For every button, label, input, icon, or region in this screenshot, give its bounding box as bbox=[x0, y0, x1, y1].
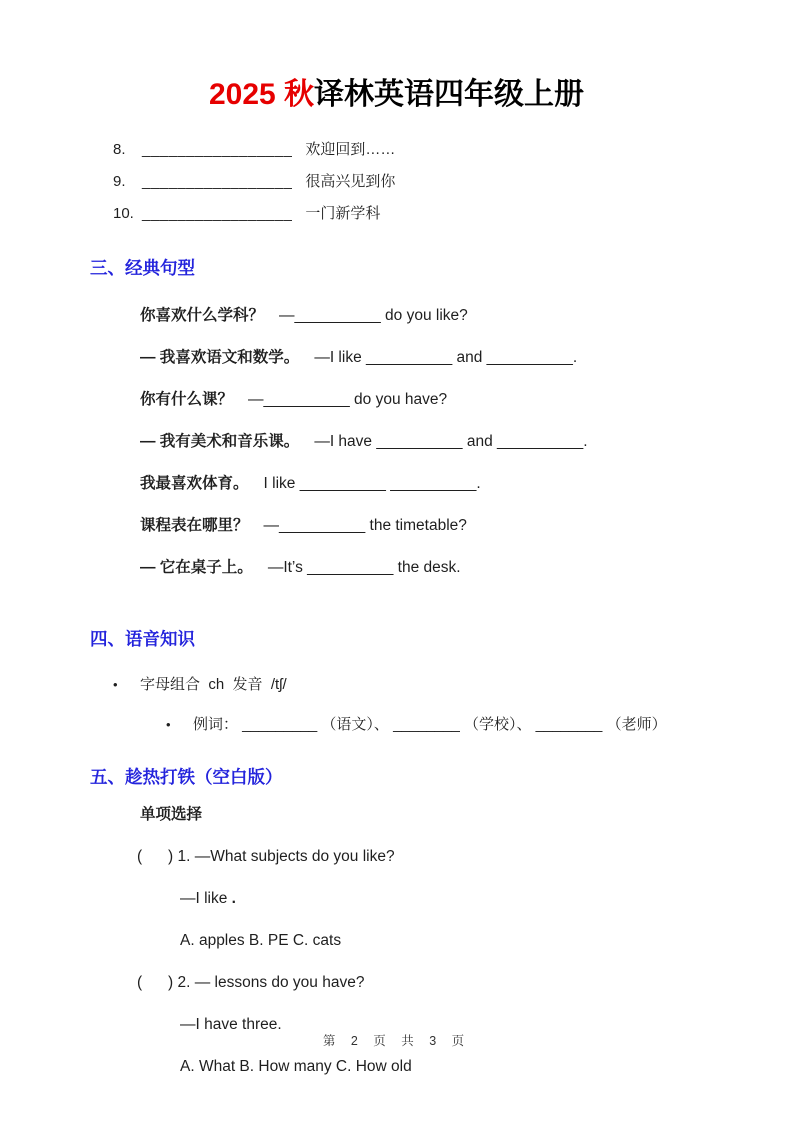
section-heading-phonics: 四、语音知识 bbox=[90, 628, 195, 649]
section-heading-sentence-patterns: 三、经典句型 bbox=[90, 258, 195, 279]
sentence-english: I like __________ __________. bbox=[263, 474, 481, 492]
sentence-chinese: 我最喜欢体育。 bbox=[140, 474, 249, 492]
page-number-footer: 第 2 页 共 3 页 bbox=[322, 1034, 471, 1048]
sentence-english: —I have __________ and __________. bbox=[314, 432, 588, 450]
multiple-choice-questions bbox=[0, 836, 793, 1088]
phonics-rule-text: 字母组合 ch 发音 /tʃ/ bbox=[140, 676, 287, 694]
sentence-english: —__________ do you have? bbox=[248, 390, 448, 408]
item-number: 10. bbox=[113, 205, 134, 223]
bullet-icon: • bbox=[166, 717, 171, 733]
sentence-chinese: — 它在桌子上。 bbox=[140, 558, 253, 576]
answer-line bbox=[180, 878, 793, 920]
list-item bbox=[113, 665, 793, 705]
item-chinese-text: 一门新学科 bbox=[305, 205, 381, 223]
fill-in-blank: _________________ bbox=[142, 173, 293, 191]
list-item bbox=[140, 463, 793, 505]
choices-line bbox=[180, 920, 793, 962]
choices-line bbox=[180, 1046, 793, 1088]
phonics-bullet-list bbox=[0, 665, 793, 745]
item-chinese-text: 欢迎回到…… bbox=[305, 141, 396, 159]
title-year-season: 2025 秋 bbox=[208, 78, 315, 112]
list-item bbox=[140, 337, 793, 379]
phonics-examples-text: 例词： _________ （语文）、 ________ （学校）、 ________ （老师） bbox=[193, 716, 667, 734]
sentence-chinese: — 我喜欢语文和数学。 bbox=[140, 348, 300, 366]
answer-suffix: . bbox=[227, 889, 236, 907]
list-item bbox=[113, 166, 793, 198]
question-line bbox=[137, 962, 793, 1004]
section-heading-practice: 五、趁热打铁（空白版） bbox=[90, 767, 283, 788]
list-item bbox=[113, 134, 793, 166]
bullet-icon: • bbox=[113, 677, 118, 693]
answer-text: —I like bbox=[180, 889, 228, 907]
list-item bbox=[140, 379, 793, 421]
sentence-chinese: — 我有美术和音乐课。 bbox=[140, 432, 300, 450]
practice-subheading: 单项选择 bbox=[140, 805, 203, 823]
sentence-pattern-list bbox=[140, 295, 793, 589]
item-chinese-text: 很高兴见到你 bbox=[305, 173, 396, 191]
choices-text: A. apples B. PE C. cats bbox=[180, 931, 342, 949]
sentence-english: —I like __________ and __________. bbox=[314, 348, 578, 366]
question-text: — lessons do you have? bbox=[194, 973, 365, 991]
list-item bbox=[140, 505, 793, 547]
fill-in-blank: _________________ bbox=[142, 205, 293, 223]
fill-in-blank: _________________ bbox=[142, 141, 293, 159]
question-line bbox=[137, 836, 793, 878]
list-item bbox=[113, 198, 793, 230]
question-text: —What subjects do you like? bbox=[194, 847, 395, 865]
sentence-chinese: 你有什么课？ bbox=[140, 390, 234, 408]
answer-marker: ( ) 2. bbox=[137, 973, 191, 991]
list-item bbox=[166, 705, 793, 745]
item-number: 8. bbox=[113, 141, 126, 159]
sentence-english: —__________ the timetable? bbox=[263, 516, 467, 534]
list-item bbox=[140, 421, 793, 463]
vocab-fill-in-list bbox=[113, 134, 793, 230]
page-title bbox=[0, 20, 793, 114]
title-book-name: 译林英语四年级上册 bbox=[314, 78, 585, 112]
answer-text: —I have three. bbox=[180, 1015, 282, 1033]
list-item bbox=[140, 547, 793, 589]
sentence-english: —It’s __________ the desk. bbox=[267, 558, 461, 576]
choices-text: A. What B. How many C. How old bbox=[180, 1057, 412, 1075]
answer-marker: ( ) 1. bbox=[137, 847, 191, 865]
list-item bbox=[140, 295, 793, 337]
item-number: 9. bbox=[113, 173, 126, 191]
sentence-english: —__________ do you like? bbox=[279, 306, 468, 324]
sentence-chinese: 课程表在哪里？ bbox=[140, 516, 249, 534]
sentence-chinese: 你喜欢什么学科？ bbox=[140, 306, 265, 324]
